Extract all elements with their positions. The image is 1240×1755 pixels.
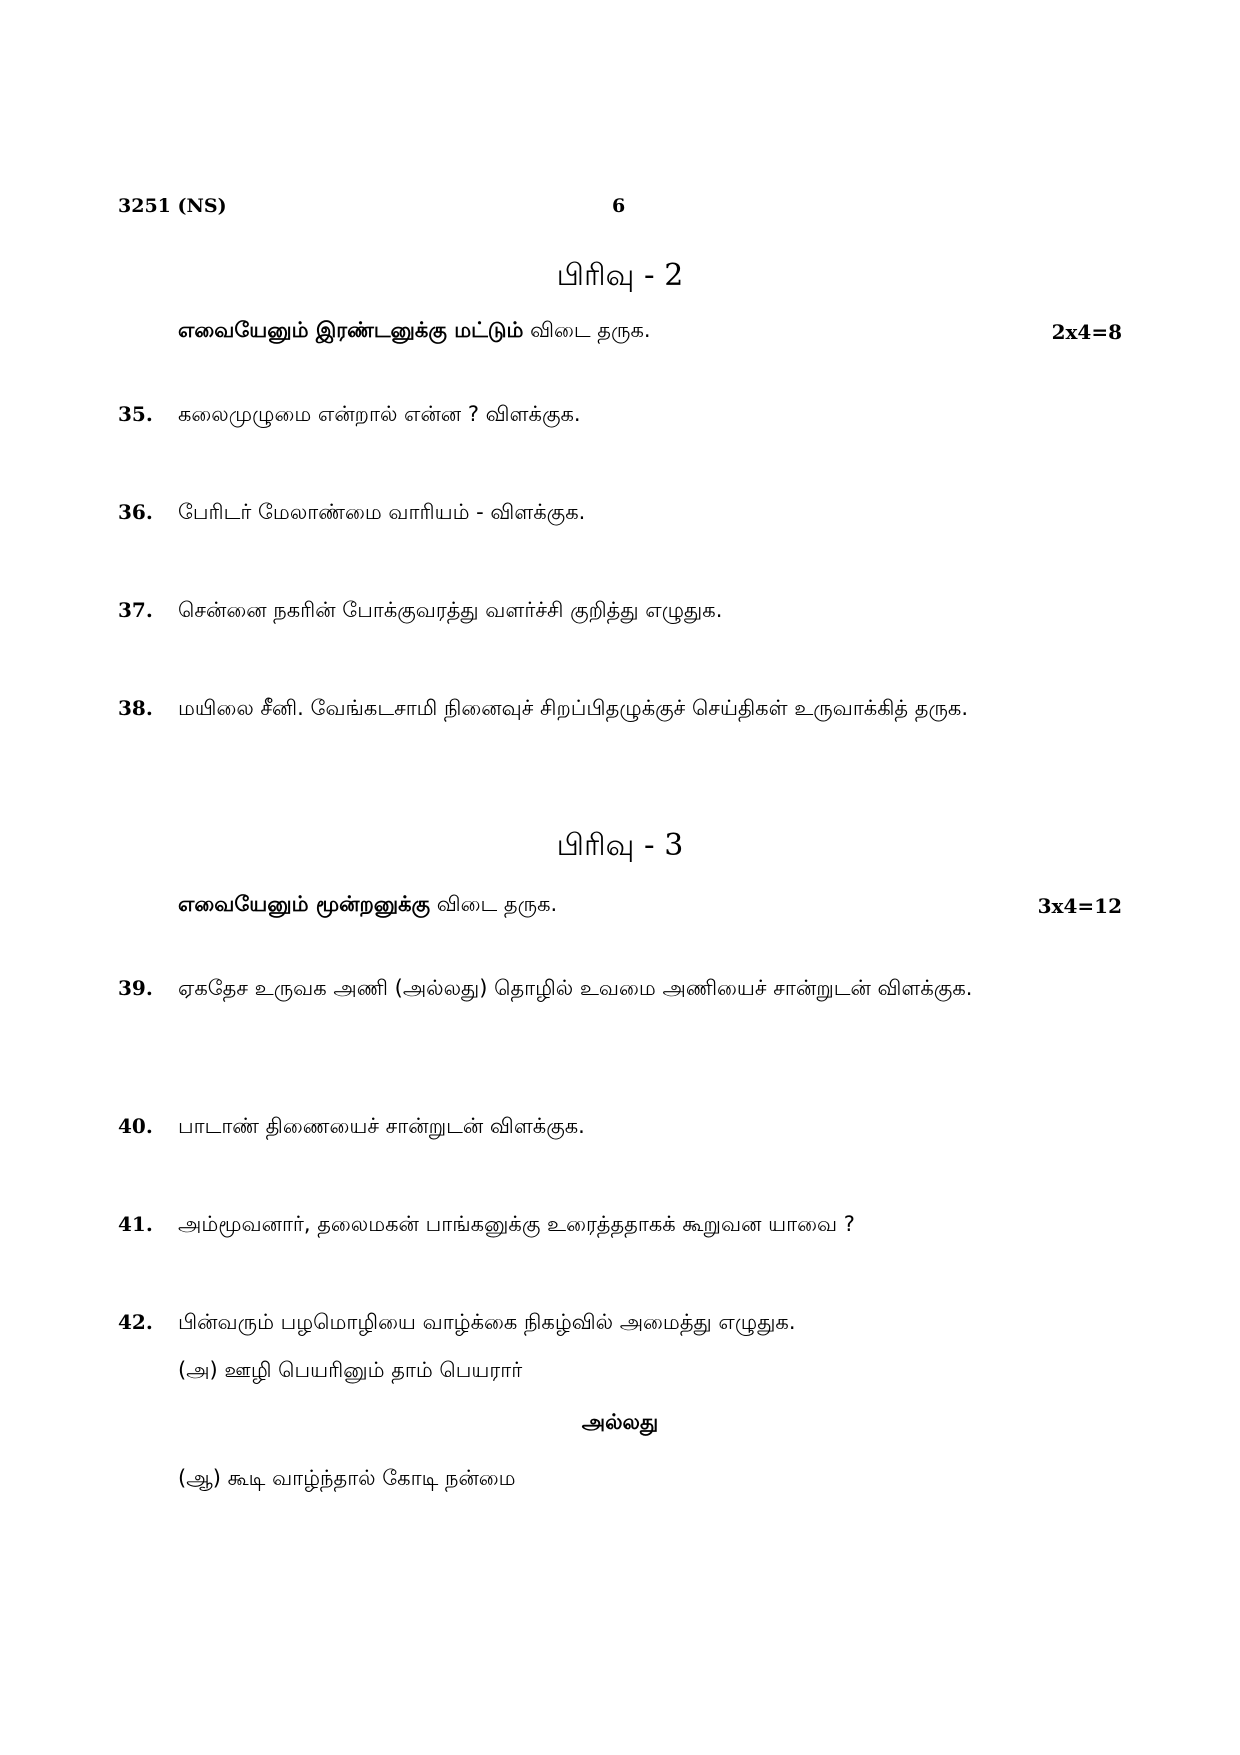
question-39 [118, 970, 1078, 1006]
section-title-separator: - [643, 828, 655, 863]
question-38 [118, 690, 1078, 726]
instruction-rest: விடை தருக. [436, 892, 558, 916]
paper-code: 3251 (NS) [118, 195, 227, 217]
question-number: 39. [118, 976, 153, 1000]
question-text: அம்மூவனார், தலைமகன் பாங்கனுக்கு உரைத்ததாகக் கூறுவன யாவை ? [178, 1212, 855, 1236]
section-2-instruction [178, 318, 651, 345]
instruction-bold: எவையேனும் இரண்டனுக்கு மட்டும் [178, 318, 524, 342]
question-40 [118, 1108, 1078, 1144]
option-b: (ஆ) கூடி வாழ்ந்தால் கோடி நன்மை [178, 1466, 516, 1490]
question-number: 37. [118, 598, 153, 622]
page-number: 6 [612, 195, 626, 217]
section-title-number: 3 [664, 828, 684, 863]
question-text: ஏகதேச உருவக அணி (அல்லது) தொழில் உவமை அணியைச் சான்றுடன் விளக்குக. [178, 976, 973, 1000]
question-text: கலைமுழுமை என்றால் என்ன ? விளக்குக. [178, 402, 581, 426]
instruction-rest: விடை தருக. [530, 318, 651, 342]
section-title-word: பிரிவு [556, 828, 635, 863]
question-number: 35. [118, 402, 153, 426]
instruction-bold: எவையேனும் மூன்றனுக்கு [178, 892, 431, 916]
question-text: சென்னை நகரின் போக்குவரத்து வளர்ச்சி குறித்து எழுதுக. [178, 598, 723, 622]
section-3-marks: 3x4=12 [1037, 894, 1122, 918]
question-text: பேரிடர் மேலாண்மை வாரியம் - விளக்குக. [178, 500, 586, 524]
question-41 [118, 1206, 1078, 1242]
question-number: 40. [118, 1114, 153, 1138]
section-2-marks: 2x4=8 [1051, 320, 1122, 344]
question-text: பின்வரும் பழமொழியை வாழ்க்கை நிகழ்வில் அமைத்து எழுதுக. [178, 1310, 796, 1334]
question-37 [118, 592, 1078, 628]
section-title-separator: - [643, 258, 655, 293]
question-number: 38. [118, 696, 153, 720]
section-2-title [0, 258, 1240, 297]
section-title-number: 2 [664, 258, 684, 293]
question-text: மயிலை சீனி. வேங்கடசாமி நினைவுச் சிறப்பிதழுக்குச் செய்திகள் உருவாக்கித் தருக. [178, 696, 969, 720]
section-3-title [0, 828, 1240, 867]
option-a: (அ) ஊழி பெயரினும் தாம் பெயரார் [178, 1358, 523, 1382]
question-number: 41. [118, 1212, 153, 1236]
question-number: 36. [118, 500, 153, 524]
section-3-instruction [178, 892, 557, 919]
section-title-word: பிரிவு [556, 258, 635, 293]
or-label: அல்லது [581, 1410, 659, 1434]
question-text: பாடாண் திணையைச் சான்றுடன் விளக்குக. [178, 1114, 585, 1138]
question-35 [118, 396, 1078, 432]
question-number: 42. [118, 1310, 153, 1334]
question-42 [118, 1304, 1078, 1340]
question-36 [118, 494, 1078, 530]
